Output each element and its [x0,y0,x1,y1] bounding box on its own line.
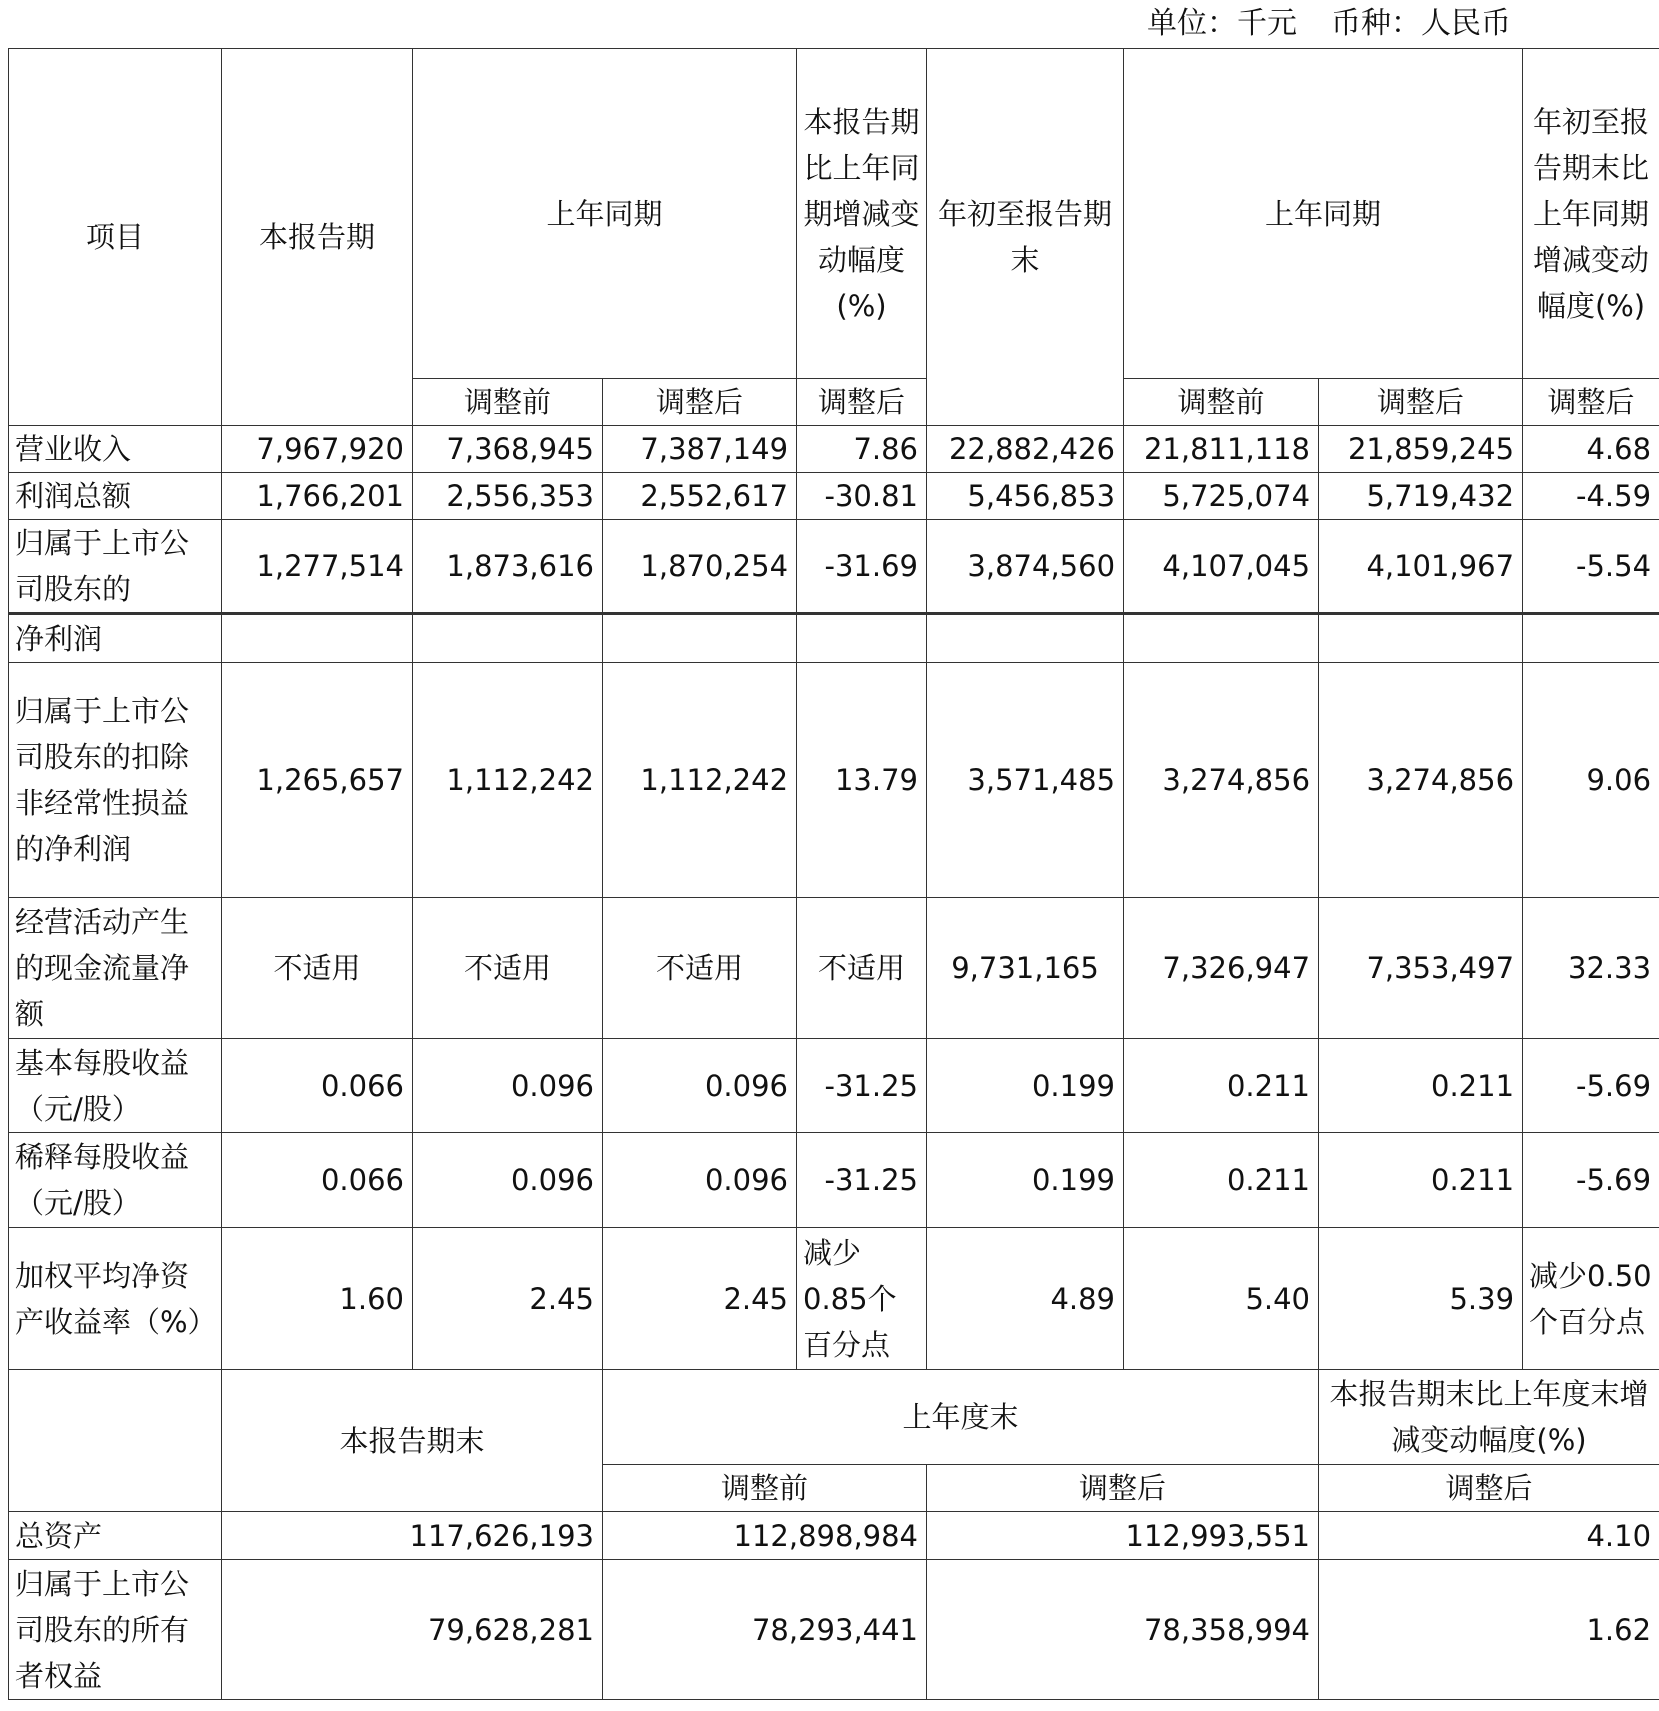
balance-header-blank [9,1370,222,1512]
balance-header-change: 本报告期末比上年度末增减变动幅度(%) [1319,1370,1659,1465]
balance-header-period-end: 本报告期末 [222,1370,603,1512]
financial-table-wrapper [8,48,1659,1700]
cell-ytd: 3,874,560 [927,520,1124,614]
financial-data-table [8,48,1659,1700]
cell-prior-before: 0.096 [413,1039,603,1133]
cell-ytd-change: -5.69 [1523,1133,1659,1228]
cell-prior-before: 2,556,353 [413,473,603,520]
balance-cell-change: 1.62 [1319,1560,1659,1700]
balance-subheader-before: 调整前 [603,1465,927,1512]
cell-ytd-prior-before: 4,107,045 [1124,520,1319,614]
cell-current: 1.60 [222,1228,413,1370]
cell-change: -31.25 [797,1133,927,1228]
cell-prior-before: 7,368,945 [413,426,603,473]
cell-ytd-change [1523,614,1659,663]
header-row [9,49,1659,379]
cell-change: 减少0.85个百分点 [797,1228,927,1370]
cell-prior-before [413,614,603,663]
subheader-before: 调整前 [413,379,603,426]
balance-cell-before: 112,898,984 [603,1512,927,1560]
cell-ytd-change: 减少0.50个百分点 [1523,1228,1659,1370]
cell-ytd-change: 9.06 [1523,663,1659,898]
balance-subheader-change-after: 调整后 [1319,1465,1659,1512]
balance-cell-before: 78,293,441 [603,1560,927,1700]
balance-cell-after: 78,358,994 [927,1560,1319,1700]
subheader-after: 调整后 [603,379,797,426]
header-prior-same-period-2: 上年同期 [1124,49,1523,379]
cell-ytd-prior-after [1319,614,1523,663]
cell-prior-before: 不适用 [413,898,603,1039]
header-ytd: 年初至报告期末 [927,49,1124,426]
cell-prior-before: 1,873,616 [413,520,603,614]
cell-current: 7,967,920 [222,426,413,473]
row-label: 归属于上市公司股东的扣除非经常性损益的净利润 [9,663,222,898]
cell-prior-after: 2,552,617 [603,473,797,520]
cell-ytd-prior-before [1124,614,1319,663]
cell-ytd: 9,731,165 [927,898,1124,1039]
cell-ytd-prior-after: 5,719,432 [1319,473,1523,520]
cell-ytd-change: 4.68 [1523,426,1659,473]
cell-ytd-change: -5.54 [1523,520,1659,614]
balance-row [9,1512,1659,1560]
cell-ytd: 3,571,485 [927,663,1124,898]
row-label: 稀释每股收益（元/股） [9,1133,222,1228]
cell-ytd-prior-before: 5,725,074 [1124,473,1319,520]
cell-change: 不适用 [797,898,927,1039]
cell-ytd-prior-before: 21,811,118 [1124,426,1319,473]
cell-change: -30.81 [797,473,927,520]
table-row [9,614,1659,663]
cell-ytd: 5,456,853 [927,473,1124,520]
subheader-change-after: 调整后 [797,379,927,426]
cell-current: 0.066 [222,1133,413,1228]
subheader-change-after-2: 调整后 [1523,379,1659,426]
cell-change: 7.86 [797,426,927,473]
cell-ytd: 0.199 [927,1133,1124,1228]
subheader-after-2: 调整后 [1319,379,1523,426]
cell-ytd: 4.89 [927,1228,1124,1370]
balance-header-prior-year-end: 上年度末 [603,1370,1319,1465]
cell-ytd-prior-before: 5.40 [1124,1228,1319,1370]
cell-ytd-prior-after: 3,274,856 [1319,663,1523,898]
balance-row-label: 总资产 [9,1512,222,1560]
currency-label: 币种：人民币 [1331,6,1511,41]
cell-ytd-prior-after: 0.211 [1319,1039,1523,1133]
table-row [9,1133,1659,1228]
cell-ytd-prior-after: 4,101,967 [1319,520,1523,614]
cell-prior-after [603,614,797,663]
table-row [9,663,1659,898]
row-label: 基本每股收益（元/股） [9,1039,222,1133]
balance-cell-change: 4.10 [1319,1512,1659,1560]
balance-header-row [9,1370,1659,1465]
cell-ytd-change: 32.33 [1523,898,1659,1039]
table-row [9,898,1659,1039]
header-current-period: 本报告期 [222,49,413,426]
table-row [9,520,1659,614]
cell-change: -31.69 [797,520,927,614]
cell-change [797,614,927,663]
row-label: 净利润 [9,614,222,663]
header-prior-same-period: 上年同期 [413,49,797,379]
cell-current: 不适用 [222,898,413,1039]
cell-ytd-prior-before: 3,274,856 [1124,663,1319,898]
cell-current: 0.066 [222,1039,413,1133]
table-row [9,1228,1659,1370]
cell-prior-after: 2.45 [603,1228,797,1370]
row-label: 加权平均净资产收益率（%） [9,1228,222,1370]
cell-prior-after: 0.096 [603,1039,797,1133]
cell-change: -31.25 [797,1039,927,1133]
balance-row-label: 归属于上市公司股东的所有者权益 [9,1560,222,1700]
header-period-change: 本报告期比上年同期增减变动幅度(%) [797,49,927,379]
cell-ytd-prior-after: 5.39 [1319,1228,1523,1370]
cell-ytd-change: -5.69 [1523,1039,1659,1133]
unit-caption [1147,2,1511,46]
cell-ytd: 22,882,426 [927,426,1124,473]
cell-prior-after: 0.096 [603,1133,797,1228]
cell-current: 1,766,201 [222,473,413,520]
balance-subheader-after: 调整后 [927,1465,1319,1512]
cell-ytd: 0.199 [927,1039,1124,1133]
cell-current: 1,265,657 [222,663,413,898]
cell-ytd-prior-before: 0.211 [1124,1133,1319,1228]
cell-prior-before: 1,112,242 [413,663,603,898]
cell-ytd-prior-before: 7,326,947 [1124,898,1319,1039]
balance-cell-period-end: 117,626,193 [222,1512,603,1560]
balance-cell-period-end: 79,628,281 [222,1560,603,1700]
cell-prior-after: 1,112,242 [603,663,797,898]
cell-ytd-prior-after: 21,859,245 [1319,426,1523,473]
row-label: 利润总额 [9,473,222,520]
row-label: 归属于上市公司股东的 [9,520,222,614]
balance-cell-after: 112,993,551 [927,1512,1319,1560]
cell-prior-before: 0.096 [413,1133,603,1228]
cell-prior-after: 不适用 [603,898,797,1039]
table-row [9,1039,1659,1133]
balance-row [9,1560,1659,1700]
cell-prior-after: 1,870,254 [603,520,797,614]
cell-ytd-prior-after: 7,353,497 [1319,898,1523,1039]
cell-ytd [927,614,1124,663]
header-item: 项目 [9,49,222,426]
unit-label: 单位：千元 [1147,6,1297,41]
table-row [9,426,1659,473]
cell-ytd-prior-before: 0.211 [1124,1039,1319,1133]
cell-prior-after: 7,387,149 [603,426,797,473]
cell-ytd-change: -4.59 [1523,473,1659,520]
header-ytd-change: 年初至报告期末比上年同期增减变动幅度(%) [1523,49,1659,379]
cell-ytd-prior-after: 0.211 [1319,1133,1523,1228]
cell-change: 13.79 [797,663,927,898]
cell-prior-before: 2.45 [413,1228,603,1370]
row-label: 经营活动产生的现金流量净额 [9,898,222,1039]
subheader-before-2: 调整前 [1124,379,1319,426]
cell-current [222,614,413,663]
cell-current: 1,277,514 [222,520,413,614]
row-label: 营业收入 [9,426,222,473]
table-row [9,473,1659,520]
